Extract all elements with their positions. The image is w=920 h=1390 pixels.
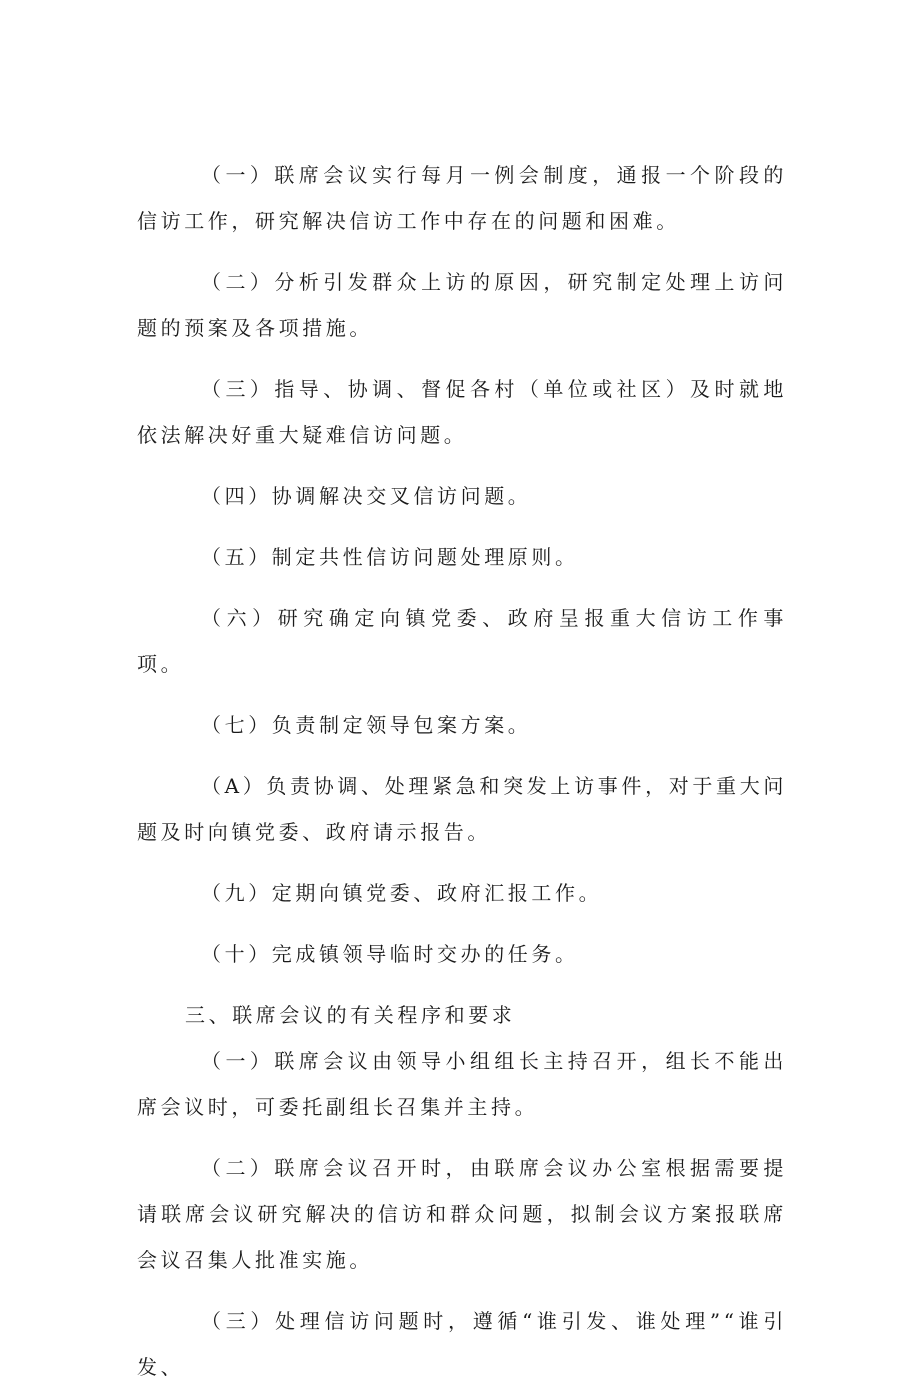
section-paragraph-2: （二）联席会议召开时，由联席会议办公室根据需要提请联席会议研究解决的信访和群众问题，拟制会议方案报联席会议召集人批准实施。 [137,1156,787,1272]
paragraph-item-4: （四）协调解决交叉信访问题。 [201,484,532,508]
section-paragraph-3: （三）处理信访问题时，遵循“谁引发、谁处理”“谁引发、 [137,1309,787,1379]
section-heading: 三、联席会议的有关程序和要求 [185,1003,516,1027]
paragraph-item-8: （A）负责协调、处理紧急和突发上访事件，对于重大问题及时向镇党委、政府请示报告。 [137,774,787,844]
document-body [137,152,787,1390]
paragraph-item-7: （七）负责制定领导包案方案。 [201,713,532,737]
section-paragraph-1: （一）联席会议由领导小组组长主持召开，组长不能出席会议时，可委托副组长召集并主持。 [137,1049,787,1119]
paragraph-item-2: （二）分析引发群众上访的原因，研究制定处理上访问题的预案及各项措施。 [137,270,787,340]
paragraph-item-1: （一）联席会议实行每月一例会制度，通报一个阶段的信访工作，研究解决信访工作中存在的问题和困难。 [137,163,787,233]
paragraph-item-3: （三）指导、协调、督促各村（单位或社区）及时就地依法解决好重大疑难信访问题。 [137,377,787,447]
paragraph-item-9: （九）定期向镇党委、政府汇报工作。 [201,881,603,905]
paragraph-item-5: （五）制定共性信访问题处理原则。 [201,545,579,569]
paragraph-item-10: （十）完成镇领导临时交办的任务。 [201,942,579,966]
paragraph-item-6: （六）研究确定向镇党委、政府呈报重大信访工作事项。 [137,606,787,676]
